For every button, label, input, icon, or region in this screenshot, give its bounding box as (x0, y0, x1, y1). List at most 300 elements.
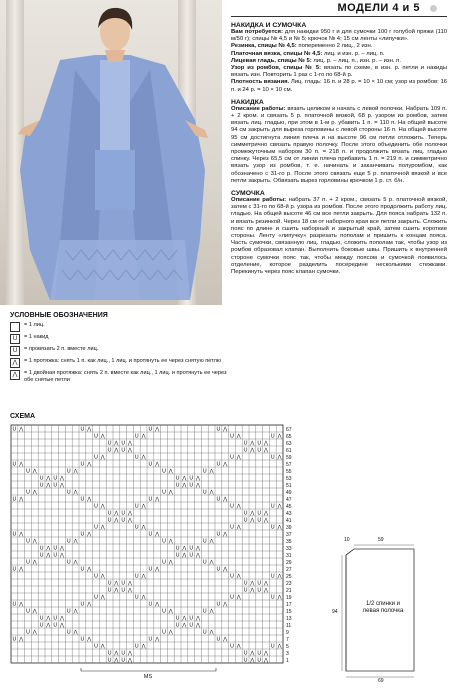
yarn-over-icon: U (121, 440, 126, 447)
decrease-icon: ⋀ (195, 545, 201, 552)
yarn-over-icon: U (230, 454, 234, 461)
decrease-icon: ⋀ (195, 475, 201, 482)
garment-schematic (332, 537, 416, 684)
row-label: 45 (286, 503, 292, 510)
yarn-over-icon: U (80, 601, 85, 608)
yarn-over-icon: U (175, 622, 180, 629)
yarn-over-icon: U (39, 482, 44, 489)
yarn-over-icon: U (26, 468, 30, 475)
decrease-icon: ⋀ (46, 622, 51, 629)
yarn-over-icon: U (107, 517, 112, 524)
row-label: 13 (286, 615, 292, 622)
yarn-over-icon: U (80, 496, 85, 503)
row-label: 53 (286, 475, 292, 482)
yarn-over-icon: U (12, 531, 17, 538)
decrease-icon: ⋀ (19, 496, 24, 503)
decrease-icon: ⋀ (155, 531, 160, 538)
yarn-over-icon: U (94, 433, 98, 440)
decrease-icon: ⋀ (100, 524, 105, 531)
yarn-over-icon: U (270, 433, 275, 440)
yarn-over-icon: U (134, 433, 139, 440)
yarn-over-icon: U (230, 643, 234, 650)
decrease-icon: ⋀ (19, 566, 24, 573)
legend-item: U = 1 накид (10, 334, 230, 344)
yarn-over-icon: U (148, 566, 153, 573)
yarn-over-icon: U (12, 496, 17, 503)
decrease-icon: ⋀ (250, 587, 255, 594)
row-label: 25 (286, 573, 292, 580)
yarn-over-icon: U (39, 622, 44, 629)
yarn-over-icon: U (26, 608, 30, 615)
decrease-icon: ⋀ (127, 447, 133, 454)
decrease-icon: ⋀ (141, 573, 146, 580)
yarn-over-icon: U (189, 615, 194, 622)
yarn-over-icon: U (66, 468, 71, 475)
yarn-over-icon: U (202, 608, 207, 615)
decrease-icon: ⋀ (250, 657, 255, 664)
knitting-chart-grid (9, 423, 319, 695)
yarn-over-icon: U (202, 538, 207, 545)
decrease-icon: ⋀ (168, 629, 173, 636)
yarn-over-icon: U (243, 587, 248, 594)
double-decrease-icon: ⋀ (10, 370, 20, 380)
yarn-over-icon: U (148, 461, 153, 468)
decrease-icon: ⋀ (182, 615, 187, 622)
decrease-icon: ⋀ (277, 503, 282, 510)
decrease-icon: ⋀ (141, 433, 146, 440)
decrease-icon: ⋀ (46, 552, 51, 559)
yarn-over-icon: U (175, 475, 180, 482)
yarn-over-icon: U (107, 447, 112, 454)
decrease-icon: ⋀ (100, 594, 105, 601)
decrease-icon: ⋀ (250, 650, 255, 657)
yarn-over-icon: U (230, 573, 234, 580)
row-label: 59 (286, 454, 292, 461)
decrease-icon: ⋀ (19, 636, 24, 643)
yarn-over-icon: U (39, 552, 44, 559)
yarn-over-icon: U (202, 468, 207, 475)
decrease-icon: ⋀ (263, 587, 269, 594)
decrease-icon: ⋀ (182, 475, 187, 482)
decrease-icon: ⋀ (114, 587, 119, 594)
row-label: 55 (286, 468, 292, 475)
yarn-over-icon: U (121, 657, 126, 664)
row-label: 7 (286, 636, 289, 643)
yarn-over-icon: U (134, 594, 139, 601)
decrease-icon: ⋀ (263, 650, 269, 657)
yarn-over-icon: U (243, 657, 248, 664)
yarn-over-icon: U (39, 475, 44, 482)
decrease-icon: ⋀ (277, 643, 282, 650)
row-label: 51 (286, 482, 292, 489)
yarn-over-icon: U (257, 650, 262, 657)
slip-decrease-icon: ⋀ (10, 358, 20, 368)
decrease-icon: ⋀ (250, 517, 255, 524)
yarn-over-icon: U (134, 454, 139, 461)
decrease-icon: ⋀ (127, 650, 133, 657)
decrease-icon: ⋀ (223, 601, 228, 608)
yarn-over-icon: U (270, 594, 275, 601)
decrease-icon: ⋀ (114, 657, 119, 664)
decrease-icon: ⋀ (114, 580, 119, 587)
decrease-icon: ⋀ (250, 447, 255, 454)
decrease-icon: ⋀ (32, 468, 37, 475)
decrease-icon: ⋀ (32, 538, 37, 545)
dim-top-left: 10 (344, 537, 350, 543)
decrease-icon: ⋀ (236, 454, 241, 461)
yarn-over-icon: U (94, 643, 98, 650)
row-label: 63 (286, 440, 292, 447)
decrease-icon: ⋀ (236, 503, 241, 510)
decrease-icon: ⋀ (87, 426, 92, 433)
schematic-label: 1/2 спинки и левая полочка (362, 601, 404, 614)
decrease-icon: ⋀ (19, 461, 24, 468)
yarn-over-icon: U (216, 566, 221, 573)
row-label: 39 (286, 524, 292, 531)
ms-label: MS (143, 674, 153, 680)
yarn-over-icon: U (162, 608, 166, 615)
legend-item: ⋀ = 1 двойная протяжка: снять 2 п. вместе как лиц., 1 лиц. и протянуть ее через обе снятые петли (10, 370, 230, 384)
ms-bracket (81, 668, 216, 671)
decrease-icon: ⋀ (182, 482, 187, 489)
yarn-over-icon: U (26, 559, 30, 566)
yarn-over-icon: U (243, 517, 248, 524)
decrease-icon: ⋀ (32, 489, 37, 496)
decrease-icon: ⋀ (19, 426, 24, 433)
yarn-over-icon: U (175, 615, 180, 622)
yarn-over-icon: U (216, 636, 221, 643)
yarn-over-icon: U (243, 440, 248, 447)
yarn-over-icon: U (270, 454, 275, 461)
decrease-icon: ⋀ (73, 538, 78, 545)
row-label: 3 (286, 650, 289, 657)
yarn-over-icon: U (162, 559, 166, 566)
decrease-icon: ⋀ (182, 545, 187, 552)
decrease-icon: ⋀ (223, 636, 228, 643)
decrease-icon: ⋀ (114, 447, 119, 454)
yarn-over-icon: U (107, 440, 112, 447)
decrease-icon: ⋀ (155, 566, 160, 573)
yarn-over-icon: U (12, 636, 17, 643)
yarn-over-icon: U (107, 580, 112, 587)
yarn-over-icon: U (66, 538, 71, 545)
yarn-over-icon: U (257, 510, 262, 517)
decrease-icon: ⋀ (141, 524, 146, 531)
decrease-icon: ⋀ (100, 643, 105, 650)
yarn-over-icon: U (107, 650, 112, 657)
yarn-over-icon: U (121, 517, 126, 524)
row-label: 27 (286, 566, 292, 573)
yarn-over-icon: U (216, 426, 221, 433)
decrease-icon: ⋀ (87, 601, 92, 608)
decrease-icon: ⋀ (168, 559, 173, 566)
yarn-over-icon: U (257, 447, 262, 454)
decrease-icon: ⋀ (182, 552, 187, 559)
decrease-icon: ⋀ (250, 510, 255, 517)
page-title: МОДЕЛИ 4 и 5 (231, 0, 447, 17)
decrease-icon: ⋀ (195, 615, 201, 622)
decrease-icon: ⋀ (277, 524, 282, 531)
yarn-over-icon: U (230, 594, 234, 601)
decrease-icon: ⋀ (250, 580, 255, 587)
yarn-over-icon: U (216, 531, 221, 538)
yarn-over-icon: U (80, 531, 85, 538)
decrease-icon: ⋀ (195, 552, 201, 559)
decrease-icon: ⋀ (182, 622, 187, 629)
row-label: 17 (286, 601, 292, 608)
decrease-icon: ⋀ (263, 517, 269, 524)
yarn-over-icon: U (26, 629, 30, 636)
yarn-over-icon: U (26, 489, 30, 496)
yarn-over-icon: U (243, 447, 248, 454)
yarn-over-icon: U (134, 503, 139, 510)
intro-line: Узор из ромбов, спицы № 5: вязать по схеме, в изн. р. петли и накиды вязать изн. Повторить 1 раз с 1-го по 68-й р. (231, 65, 447, 79)
yarn-over-icon: U (53, 475, 58, 482)
yarn-over-icon: U (202, 489, 207, 496)
row-label: 41 (286, 517, 292, 524)
yarn-over-icon: U (230, 524, 234, 531)
row-label: 23 (286, 580, 292, 587)
row-label: 43 (286, 510, 292, 517)
legend-title: УСЛОВНЫЕ ОБОЗНАЧЕНИЯ (10, 312, 108, 319)
intro-line: Резинка, спицы № 4,5: попеременно 2 лиц., 2 изн. (231, 43, 373, 50)
decrease-icon: ⋀ (155, 426, 160, 433)
yarn-over-icon: U (26, 538, 30, 545)
decrease-icon: ⋀ (32, 608, 37, 615)
row-label: 1 (286, 657, 289, 664)
yarn-over-icon: U (121, 650, 126, 657)
decrease-icon: ⋀ (168, 489, 173, 496)
decrease-icon: ⋀ (87, 531, 92, 538)
row-label: 9 (286, 629, 289, 636)
legend-item: U = провязать 2 п. вместе лиц. (10, 346, 230, 356)
yarn-over-icon: U (257, 587, 262, 594)
decrease-icon: ⋀ (223, 426, 228, 433)
yarn-over-icon: U (257, 580, 262, 587)
decrease-icon: ⋀ (236, 433, 241, 440)
decrease-icon: ⋀ (59, 552, 65, 559)
decrease-icon: ⋀ (114, 650, 119, 657)
decrease-icon: ⋀ (100, 573, 105, 580)
yarn-over-icon: U (66, 489, 71, 496)
yarn-over-icon: U (270, 573, 275, 580)
yarn-over-icon: U (80, 461, 85, 468)
yarn-over-icon: U (12, 461, 17, 468)
decrease-icon: ⋀ (73, 629, 78, 636)
yarn-over-icon: U (243, 580, 248, 587)
yarn-over-icon: U (270, 643, 275, 650)
yarn-over-icon: U (162, 468, 166, 475)
decrease-icon: ⋀ (263, 510, 269, 517)
yarn-over-icon: U (175, 545, 180, 552)
decrease-icon: ⋀ (195, 482, 201, 489)
intro-line: Вам потребуется: для накидки 950 г и для сумочки 100 г голубой пряжи (110 м/50 г); спицы № 4,5 и № 5; крючок № 4; 15 см ленты «липучки». (231, 29, 448, 43)
yarn-over-icon: U (94, 594, 98, 601)
intro-line: Плотность вязания. Лиц. гладь: 16 п. и 28 р. = 10 × 10 см; узор из ромбов: 16 п. и 24 р. = 10 × 10 см. (231, 79, 447, 93)
row-label: 37 (286, 531, 292, 538)
yarn-over-icon: U (162, 629, 166, 636)
decrease-icon: ⋀ (168, 608, 173, 615)
schema-title: СХЕМА (10, 413, 36, 420)
decrease-icon: ⋀ (127, 587, 133, 594)
yarn-over-icon: U (107, 587, 112, 594)
decrease-icon: ⋀ (263, 580, 269, 587)
yarn-over-icon: U (12, 601, 17, 608)
decrease-icon: ⋀ (73, 468, 78, 475)
row-label: 47 (286, 496, 292, 503)
yarn-over-icon: U (80, 426, 85, 433)
dim-bottom: 69 (378, 678, 384, 684)
decrease-icon: ⋀ (87, 636, 92, 643)
decrease-icon: ⋀ (263, 440, 269, 447)
row-label: 57 (286, 461, 292, 468)
decrease-icon: ⋀ (59, 475, 65, 482)
yarn-over-icon: U (121, 587, 126, 594)
yarn-over-icon: U (189, 475, 194, 482)
decrease-icon: ⋀ (73, 608, 78, 615)
yarn-over-icon: U (66, 608, 71, 615)
legend-item: ⋀ = 1 протяжка: снять 1 п. как лиц., 1 лиц. и протянуть ее через снятую петлю (10, 358, 230, 368)
decrease-icon: ⋀ (141, 643, 146, 650)
decrease-icon: ⋀ (87, 461, 92, 468)
decrease-icon: ⋀ (87, 496, 92, 503)
yarn-over-icon: U (243, 510, 248, 517)
yarn-over-icon: U (94, 524, 98, 531)
decrease-icon: ⋀ (59, 622, 65, 629)
article-heading: НАКИДКА И СУМОЧКА (231, 22, 307, 29)
intro-line: Лицевая гладь, спицы № 5: лиц. р. – лиц. п., изн. р. – изн. п. (231, 57, 401, 64)
yarn-over-icon: U (80, 636, 85, 643)
yarn-over-icon: U (12, 566, 17, 573)
decrease-icon: ⋀ (236, 643, 241, 650)
yarn-over-icon: U (148, 636, 153, 643)
yarn-over-icon: U (107, 657, 112, 664)
yarn-over-icon: U (202, 629, 207, 636)
row-label: 29 (286, 559, 292, 566)
yarn-over-icon: U (216, 496, 221, 503)
decrease-icon: ⋀ (46, 475, 51, 482)
yarn-over-icon: U (121, 447, 126, 454)
decrease-icon: ⋀ (114, 517, 119, 524)
legend (10, 312, 230, 386)
decrease-icon: ⋀ (168, 538, 173, 545)
decrease-icon: ⋀ (100, 503, 105, 510)
cape-heading: НАКИДКА (231, 98, 264, 106)
yarn-over-icon: U (243, 650, 248, 657)
decrease-icon: ⋀ (209, 468, 214, 475)
decrease-icon: ⋀ (155, 601, 160, 608)
decrease-icon: ⋀ (100, 433, 105, 440)
decrease-icon: ⋀ (127, 517, 133, 524)
yarn-over-icon: U (148, 496, 153, 503)
model-photo (0, 0, 222, 305)
yarn-over-icon: U (257, 657, 262, 664)
yarn-over-icon: U (94, 573, 98, 580)
yarn-over-icon: U (189, 482, 194, 489)
dim-side: 94 (332, 609, 338, 615)
yarn-over-icon: U (66, 559, 71, 566)
row-label: 35 (286, 538, 292, 545)
yarn-over-icon: U (189, 552, 194, 559)
decrease-icon: ⋀ (87, 566, 92, 573)
decrease-icon: ⋀ (168, 468, 173, 475)
decrease-icon: ⋀ (263, 657, 269, 664)
decrease-icon: ⋀ (223, 531, 228, 538)
decrease-icon: ⋀ (127, 440, 133, 447)
decrease-icon: ⋀ (209, 608, 214, 615)
yarn-over-icon: U (134, 573, 139, 580)
yarn-over-icon: U (189, 622, 194, 629)
decrease-icon: ⋀ (114, 440, 119, 447)
article (231, 0, 447, 276)
row-label: 65 (286, 433, 292, 440)
yarn-over-icon: U (121, 510, 126, 517)
yarn-over-icon: U (270, 524, 275, 531)
bag-description: Описание работы: набрать 37 п. + 2 кром., связать 5 р. платочной вязкой, затем с 31-го по 68-й р. узора из ромбов. После этого продолжить работу лиц. гладью. На общей высоте 46 см все петли закрыть. Для пояса набрать 132 п. и вязать резинкой. Через 18 см от наборного края все петли закрыть. Сложить пояс по длине и сшить наборный и закрытый край, затем сшить короткие стороны. Ленту «липучку» разрезать пополам и пришить к концам пояса. Часть сумочки, связанную лиц. гладью, сложить пополам так, чтобы узор из ромбов образовал клапан. Выполнить боковые швы. Пришить к внутренней стороне сумочки пояс так, чтобы между поясом и сумочкой появилось отделение, которое разделить посередине несколькими стежками. Перекинуть через пояс клапан сумочки. (231, 197, 447, 276)
yarn-over-icon: U (257, 440, 262, 447)
decrease-icon: ⋀ (59, 545, 65, 552)
yarn-over-icon: U (39, 615, 44, 622)
decrease-icon: ⋀ (195, 622, 201, 629)
bag-heading: СУМОЧКА (231, 190, 265, 198)
decrease-icon: ⋀ (223, 461, 228, 468)
knit-two-together-icon: U (10, 346, 20, 356)
yarn-over-icon: U (53, 482, 58, 489)
decrease-icon: ⋀ (223, 496, 228, 503)
row-label: 33 (286, 545, 292, 552)
decrease-icon: ⋀ (19, 601, 24, 608)
yarn-over-icon: U (80, 566, 85, 573)
decrease-icon: ⋀ (250, 440, 255, 447)
yarn-over-icon: U (39, 545, 44, 552)
decrease-icon: ⋀ (209, 629, 214, 636)
yarn-over-icon: U (94, 454, 98, 461)
row-label: 5 (286, 643, 289, 650)
legend-item: = 1 лиц. (10, 322, 230, 332)
decrease-icon: ⋀ (141, 503, 146, 510)
decrease-icon: ⋀ (223, 566, 228, 573)
decrease-icon: ⋀ (263, 447, 269, 454)
row-label: 11 (286, 622, 292, 629)
decrease-icon: ⋀ (236, 594, 241, 601)
dim-top: 59 (378, 537, 384, 543)
decrease-icon: ⋀ (277, 433, 282, 440)
yarn-over-icon: U (10, 334, 20, 344)
yarn-over-icon: U (148, 426, 153, 433)
yarn-over-icon: U (53, 622, 58, 629)
yarn-over-icon: U (121, 580, 126, 587)
decrease-icon: ⋀ (32, 629, 37, 636)
row-label: 15 (286, 608, 292, 615)
decrease-icon: ⋀ (127, 510, 133, 517)
decrease-icon: ⋀ (141, 594, 146, 601)
decrease-icon: ⋀ (155, 636, 160, 643)
decrease-icon: ⋀ (46, 615, 51, 622)
materials-list (231, 29, 447, 94)
yarn-over-icon: U (134, 524, 139, 531)
decrease-icon: ⋀ (59, 482, 65, 489)
decrease-icon: ⋀ (277, 573, 282, 580)
decrease-icon: ⋀ (127, 580, 133, 587)
yarn-over-icon: U (107, 510, 112, 517)
decrease-icon: ⋀ (236, 573, 241, 580)
yarn-over-icon: U (53, 545, 58, 552)
decrease-icon: ⋀ (19, 531, 24, 538)
yarn-over-icon: U (202, 559, 207, 566)
row-label: 49 (286, 489, 292, 496)
woman-in-cape-illustration (0, 0, 222, 305)
yarn-over-icon: U (230, 433, 234, 440)
